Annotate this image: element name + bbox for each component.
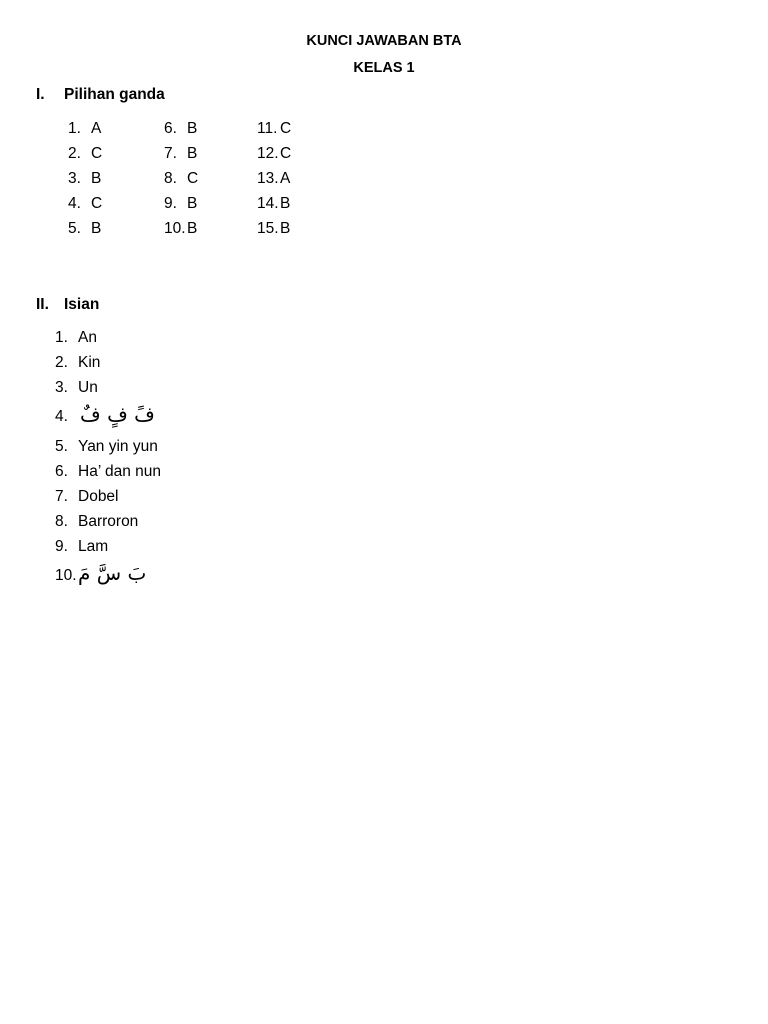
answer-item xyxy=(68,169,102,194)
item-answer: Yan yin yun xyxy=(78,438,158,455)
list-item xyxy=(55,512,161,537)
item-answer: C xyxy=(280,145,292,162)
list-item xyxy=(55,537,161,562)
item-answer: B xyxy=(187,220,198,237)
list-item xyxy=(55,462,161,487)
answer-item xyxy=(164,194,198,219)
item-number: 10. xyxy=(55,567,77,584)
item-number: 14. xyxy=(257,195,279,212)
item-number: 7. xyxy=(55,488,68,505)
list-item xyxy=(55,562,161,596)
item-number: 1. xyxy=(68,120,81,137)
item-number: 9. xyxy=(55,538,68,555)
item-number: 3. xyxy=(68,170,81,187)
item-number: 9. xyxy=(164,195,177,212)
item-answer: An xyxy=(78,329,97,346)
list-item xyxy=(55,403,161,437)
isian-list xyxy=(55,328,161,596)
item-number: 4. xyxy=(68,195,81,212)
item-number: 7. xyxy=(164,145,177,162)
answer-column-3 xyxy=(257,119,291,244)
answer-item xyxy=(164,144,198,169)
item-answer: B xyxy=(187,145,198,162)
item-number: 2. xyxy=(55,354,68,371)
item-number: 1. xyxy=(55,329,68,346)
answer-item xyxy=(257,194,291,219)
item-number: 4. xyxy=(55,408,68,425)
item-answer: Dobel xyxy=(78,488,119,505)
document-title: KUNCI JAWABAN BTA xyxy=(306,33,462,49)
answer-column-1 xyxy=(68,119,102,244)
item-answer: C xyxy=(91,195,103,212)
item-number: 15. xyxy=(257,220,279,237)
item-answer: A xyxy=(91,120,102,137)
answer-item xyxy=(68,194,102,219)
item-answer: Un xyxy=(78,379,98,396)
item-answer: C xyxy=(187,170,199,187)
answer-item xyxy=(257,219,291,244)
answer-item xyxy=(257,119,291,144)
item-number: 11. xyxy=(257,120,278,137)
answer-item xyxy=(68,219,102,244)
item-number: 8. xyxy=(164,170,177,187)
list-item xyxy=(55,378,161,403)
item-answer: B xyxy=(187,195,198,212)
section-title: Pilihan ganda xyxy=(64,86,165,103)
item-answer: B xyxy=(280,220,291,237)
item-answer: Ha’ dan nun xyxy=(78,463,162,480)
item-answer-arabic: فً فٍ فٌ xyxy=(80,402,155,426)
item-number: 12. xyxy=(257,145,279,162)
item-number: 5. xyxy=(68,220,81,237)
list-item xyxy=(55,328,161,353)
answer-item xyxy=(68,144,102,169)
item-answer: B xyxy=(187,120,198,137)
item-number: 6. xyxy=(55,463,68,480)
item-answer: A xyxy=(280,170,291,187)
answer-item xyxy=(164,119,198,144)
item-answer: Kin xyxy=(78,354,101,371)
item-answer: B xyxy=(91,170,102,187)
answer-item xyxy=(257,144,291,169)
answer-item xyxy=(257,169,291,194)
item-number: 3. xyxy=(55,379,68,396)
answer-column-2 xyxy=(164,119,198,244)
section-number: II. xyxy=(36,296,49,313)
item-answer: C xyxy=(280,120,292,137)
answer-item xyxy=(164,219,198,244)
item-number: 8. xyxy=(55,513,68,530)
item-number: 13. xyxy=(257,170,279,187)
item-number: 6. xyxy=(164,120,177,137)
section-number: I. xyxy=(36,86,45,103)
item-answer: B xyxy=(91,220,102,237)
section-heading-pilihan-ganda xyxy=(36,86,165,104)
list-item xyxy=(55,487,161,512)
document-subtitle: KELAS 1 xyxy=(353,60,415,76)
section-heading-isian xyxy=(36,296,99,314)
item-number: 10. xyxy=(164,220,186,237)
item-answer-arabic: بَ سَّ مَ xyxy=(78,561,147,585)
item-number: 5. xyxy=(55,438,68,455)
item-answer: Barroron xyxy=(78,513,139,530)
section-title: Isian xyxy=(64,296,100,313)
answer-item xyxy=(164,169,198,194)
item-number: 2. xyxy=(68,145,81,162)
list-item xyxy=(55,353,161,378)
answer-item xyxy=(68,119,102,144)
item-answer: C xyxy=(91,145,103,162)
item-answer: Lam xyxy=(78,538,109,555)
item-answer: B xyxy=(280,195,291,212)
list-item xyxy=(55,437,161,462)
